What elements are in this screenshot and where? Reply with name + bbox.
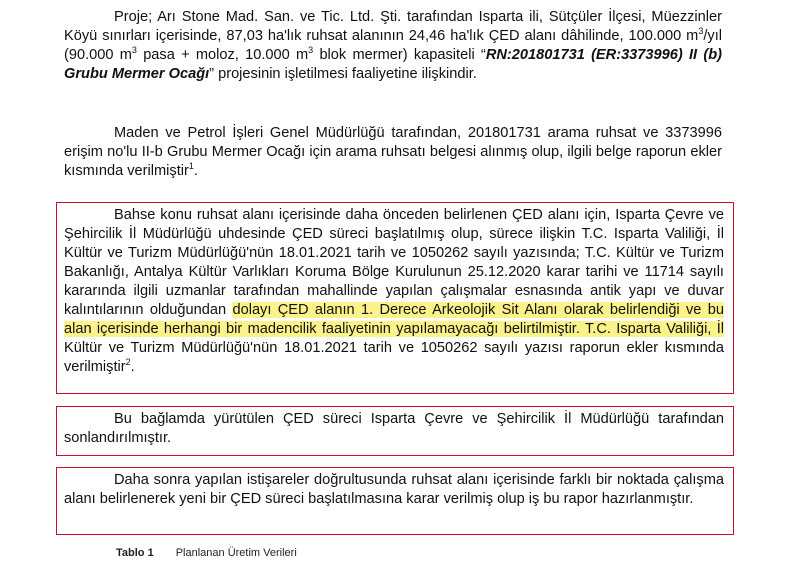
p1-text-b: /yıl (90.000 m: [64, 28, 722, 63]
p3-text-a: Bahse konu ruhsat alanı içerisinde daha önceden belirlenen ÇED alanı için, Isparta Çevre ve Şehircilik İl Müdürlüğü uhdesinde ÇED süreci başlatılmış olup, sürece ilişkin T.C. Isparta Valiliği, İl Kültür ve Turizm Müdürlüğü'nün 18.01.2021 tarih ve 1050262 sayılı yazısında; T.C. Kültür ve Turizm Bakanlığı, Antalya Kültür Varlıkları Koruma Bölge Kurulunun 25.12.2020 karar tarihi ve 11714 sayılı kararında ilgili uzmanlar tarafından mahallinde yapılan çalışmalar esnasında antik yapı ve duvar kalıntılarının olduğundan: [64, 207, 724, 318]
project-name: RN:201801731 (ER:3373996) II (b) Grubu Mermer Ocağı: [64, 47, 722, 82]
p3-end: .: [130, 359, 135, 375]
paragraph-license: [64, 124, 722, 181]
highlighted-text: dolayı ÇED alanın 1. Derece Arkeolojik Sit Alanı olarak belirlendiği ve bu alan içerisinde herhangi bir madencilik faaliyetinin yapılamayacağı belirtilmiştir. T.C. Isparta Valiliği, İl: [64, 302, 724, 337]
p3-text-b: Kültür ve Turizm Müdürlüğü'nün 18.01.2021 tarih ve 1050262 sayılı yazısı raporun ekler kısmında verilmiştir: [64, 340, 724, 375]
table-caption-text: Planlanan Üretim Verileri: [175, 547, 297, 559]
table-caption: [116, 546, 297, 560]
p2-text: Maden ve Petrol İşleri Genel Müdürlüğü tarafından, 201801731 arama ruhsat ve 3373996 erişim no'lu II-b Grubu Mermer Ocağı için arama ruhsatı belgesi alınmış olup, ilgili belge raporun ekler kısmında verilmiştir: [64, 125, 722, 179]
p4-text: Bu bağlamda yürütülen ÇED süreci Isparta Çevre ve Şehircilik İl Müdürlüğü tarafından sonlandırılmıştır.: [64, 411, 724, 446]
p1-text-d: blok mermer) kapasiteli “: [313, 47, 486, 63]
paragraph-ced-history: [64, 206, 724, 377]
p2-end: .: [193, 163, 198, 179]
paragraph-new-ced: [64, 471, 724, 509]
superscript-3: 3: [308, 45, 314, 56]
footnote-ref-1: 1: [188, 161, 194, 172]
p5-text: Daha sonra yapılan istişareler doğrultusunda ruhsat alanı içerisinde farklı bir noktada çalışma alanı belirlenerek yeni bir ÇED süreci başlatılmasına karar verilmiş olup iş bu rapor hazırlanmıştır.: [64, 472, 724, 507]
p1-text-c: pasa + moloz, 10.000 m: [136, 47, 309, 63]
p1-text-e: ” projesinin işletilmesi faaliyetine ilişkindir.: [209, 66, 477, 82]
table-caption-label: Tablo 1: [116, 547, 154, 559]
paragraph-ced-ended: [64, 410, 724, 448]
footnote-ref-2: 2: [125, 357, 131, 368]
p1-text-a: Proje; Arı Stone Mad. San. ve Tic. Ltd. Şti. tarafından Isparta ili, Sütçüler İlçesi, Müezzinler Köyü sınırları içerisinde, 87,03 ha'lık ruhsat alanının 24,46 ha'lık ÇED alanı dâhilinde, 100.000 m: [64, 9, 722, 44]
superscript-3: 3: [131, 45, 137, 56]
superscript-3: 3: [698, 26, 704, 37]
paragraph-project-description: [64, 8, 722, 84]
